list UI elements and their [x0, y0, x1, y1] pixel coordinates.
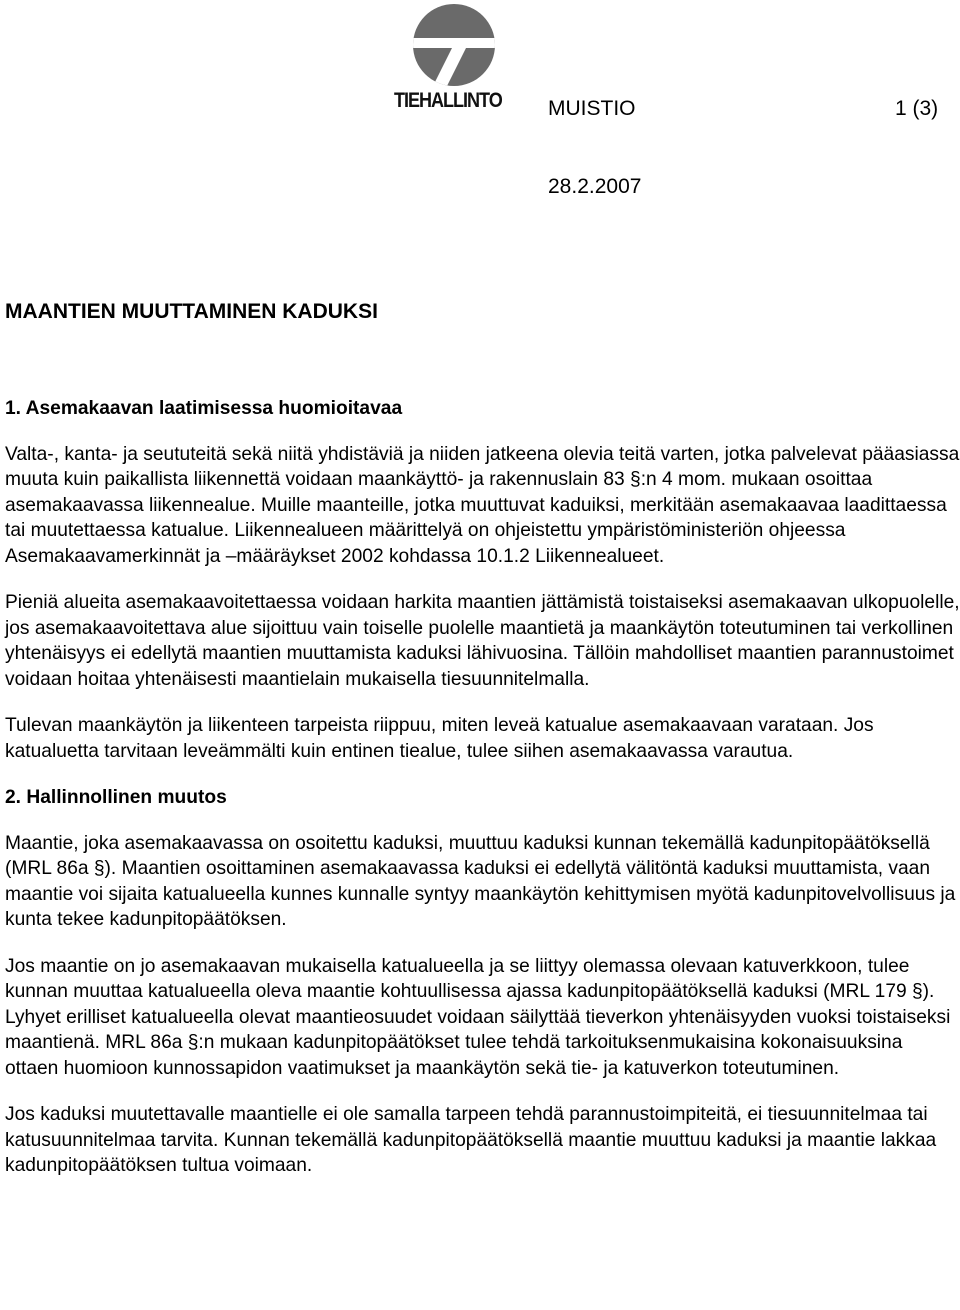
- paragraph: Tulevan maankäytön ja liikenteen tarpeista riippuu, miten leveä katualue asemakaavaan varataan. Jos katualuetta tarvitaan leveämmälti kuin entinen tiealue, tulee siihen asemakaavassa varautua.: [5, 715, 874, 762]
- logo-emblem-icon: [394, 2, 518, 92]
- section-heading: 2. Hallinnollinen muutos: [5, 787, 227, 808]
- paragraph: Jos maantie on jo asemakaavan mukaisella katualueella ja se liittyy olemassa olevaan katuverkkoon, tulee kunnan muuttaa katualueella oleva maantie kohtuullisessa ajassa kadunpitopäätöksellä kaduksi (MRL 179 §). Lyhyet erilliset katualueella olevat maantieosuudet voidaan säilyttää tieverkon yhtenäisyyden vuoksi toistaiseksi maantienä. MRL 86a §:n mukaan kadunpitopäätökset tulee tehdä tarkoituksenmukaisina kokonaisuuksina ottaen huomioon kunnossapidon vaatimukset ja maankäytön sekä tie- ja katuverkon toteutuminen.: [5, 955, 951, 1079]
- paragraph: Maantie, joka asemakaavassa on osoitettu kaduksi, muuttuu kaduksi kunnan tekemällä kadunpitopäätöksellä (MRL 86a §). Maantien osoittaminen asemakaavassa kaduksi ei edellytä välitöntä kaduksi muuttamista, vaan maantie voi sijaita katualueella kunnes kunnalle syntyy maankäytön kehittymisen myötä kadunpitovelvollisuus ja kunta tekee kadunpitopäätöksen.: [5, 832, 956, 930]
- page-title: MAANTIEN MUUTTAMINEN KADUKSI: [5, 300, 378, 323]
- section-heading: 1. Asemakaavan laatimisessa huomioitavaa: [5, 398, 403, 419]
- page-number: 1 (3): [895, 97, 939, 120]
- paragraph: Pieniä alueita asemakaavoitettaessa voidaan harkita maantien jättämistä toistaiseksi asemakaavan ulkopuolelle, jos asemakaavoitettava alue sijoittuu vain toiselle puolelle maantietä ja maankäytön toteutuminen tai verkollinen yhtenäisyys ei edellytä maantien muuttamista kaduksi lähivuosina. Tällöin mahdolliset maantien parannustoimet voidaan hoitaa yhtenäisesti maantielain mukaisella tiesuunnitelmalla.: [5, 592, 960, 690]
- document-body: [5, 396, 960, 1200]
- tiehallinto-logo: [394, 2, 518, 114]
- paragraph: Valta-, kanta- ja seututeitä sekä niitä yhdistäviä ja niiden jatkeena olevia teitä varten, jotka palvelevat pääasiassa muuta kuin paikallista liikennettä voidaan maankäyttö- ja rakennuslain 83 §:n 4 mom. mukaan osoittaa asemakaavassa liikennealue. Muille maanteille, jotka muuttuvat kaduiksi, merkitään asemakaavaa laadittaessa tai muutettaessa katualue. Liikennealueen määrittelyä on ohjeistettu ympäristöministeriön ohjeessa Asemakaavamerkinnät ja –määräykset 2002 kohdassa 10.1.2 Liikennealueet.: [5, 443, 960, 567]
- paragraph: Jos kaduksi muutettavalle maantielle ei ole samalla tarpeen tehdä parannustoimpiteitä, ei tiesuunnitelmaa tai katusuunnitelmaa tarvita. Kunnan tekemällä kadunpitopäätöksellä maantie muuttuu kaduksi ja maantie lakkaa kadunpitopäätöksen tultua voimaan.: [5, 1104, 937, 1176]
- document-date: 28.2.2007: [548, 175, 642, 198]
- document-type: MUISTIO: [548, 97, 636, 120]
- logo-text: TIEHALLINTO: [394, 89, 502, 112]
